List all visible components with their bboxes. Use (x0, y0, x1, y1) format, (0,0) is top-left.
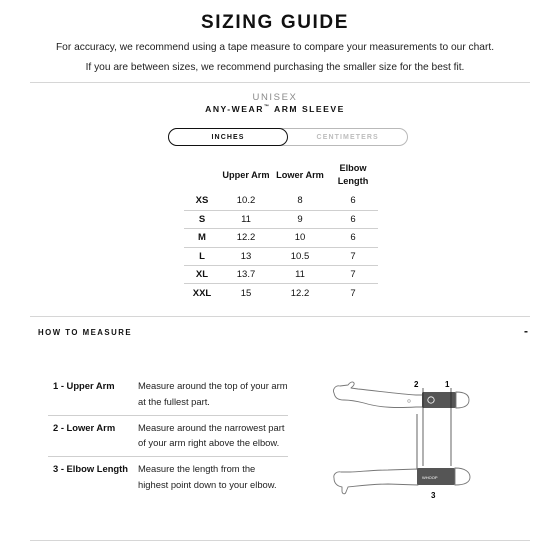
upper-arm-value: 10.2 (236, 195, 256, 207)
table-row (184, 210, 378, 228)
divider (30, 82, 530, 83)
how-to-measure-heading: HOW TO MEASURE (38, 328, 133, 337)
page-title: SIZING GUIDE (201, 12, 349, 33)
table-row (184, 266, 378, 284)
lower-arm-end (455, 468, 470, 485)
step-description: Measure around the narrowest part of your arm right above the elbow. (138, 421, 285, 449)
unit-toggle (168, 128, 408, 146)
lower-arm-value: 11 (272, 266, 328, 284)
table-row (184, 247, 378, 265)
elbow-length-value: 7 (328, 247, 378, 265)
size-label: XS (195, 195, 209, 207)
intro-text-between-sizes: If you are between sizes, we recommend purchasing the smaller size for the best fit. (85, 62, 465, 73)
upper-arm-value: 13.7 (220, 266, 272, 284)
column-header-upper-arm: Upper Arm (222, 169, 270, 180)
collapse-section-toggle[interactable]: - (524, 324, 528, 338)
column-header-lower-arm: Lower Arm (276, 169, 324, 180)
lower-arm-value: 10 (272, 229, 328, 247)
step-description: Measure the length from the highest point down to your elbow. (138, 463, 277, 490)
lower-arm-value: 10.5 (272, 247, 328, 265)
diagram-label-1: 1 (445, 380, 450, 389)
size-chart-table (184, 158, 378, 302)
list-item (48, 456, 288, 498)
elbow-length-value: 7 (328, 284, 378, 302)
product-category: UNISEX (252, 92, 298, 103)
column-header-elbow-length: Elbow Length (337, 163, 369, 186)
column-header-size (184, 158, 220, 192)
diagram-label-2: 2 (414, 380, 419, 389)
diagram-label-3: 3 (431, 491, 436, 500)
size-label: XL (184, 266, 220, 284)
table-row (184, 229, 378, 247)
size-label: L (184, 247, 220, 265)
divider (30, 316, 530, 317)
product-name-part1: ANY-WEAR (205, 104, 264, 114)
divider (30, 540, 530, 541)
upper-arm-illustration (333, 382, 423, 408)
step-label: 2 - Lower Arm (53, 421, 116, 433)
product-name (0, 104, 550, 114)
upper-arm-value: 13 (220, 247, 272, 265)
size-label: XXL (184, 284, 220, 302)
upper-arm-value: 15 (220, 284, 272, 302)
table-row (184, 192, 378, 210)
product-name-part2: ARM SLEEVE (270, 104, 345, 114)
sleeve-logo-text: WHOOP (422, 475, 438, 480)
intro-text-accuracy: For accuracy, we recommend using a tape measure to compare your measurements to our chart. (55, 42, 495, 53)
elbow-length-value: 6 (328, 229, 378, 247)
trademark-symbol: ™ (263, 104, 271, 110)
elbow-length-value: 6 (328, 210, 378, 228)
unit-toggle-centimeters[interactable]: CENTIMETERS (316, 133, 379, 141)
arm-measurement-diagram (328, 374, 488, 504)
lower-arm-value: 8 (297, 195, 303, 207)
lower-arm-value: 12.2 (272, 284, 328, 302)
size-label: S (184, 210, 220, 228)
list-item (48, 415, 288, 457)
lower-arm-illustration (334, 469, 418, 494)
upper-arm-value: 11 (220, 210, 272, 228)
elbow-length-value: 7 (328, 266, 378, 284)
list-item (48, 374, 288, 415)
size-label: M (184, 229, 220, 247)
measure-steps-table (48, 374, 288, 498)
step-label: 1 - Upper Arm (53, 380, 115, 391)
unit-toggle-inches[interactable]: INCHES (168, 128, 289, 147)
upper-arm-value: 12.2 (220, 229, 272, 247)
step-label: 3 - Elbow Length (53, 463, 128, 475)
upper-arm-end (456, 392, 469, 408)
elbow-length-value: 6 (350, 195, 356, 207)
table-row (184, 284, 378, 302)
step-description: Measure around the top of your arm at the fullest part. (138, 380, 288, 407)
lower-arm-value: 9 (272, 210, 328, 228)
